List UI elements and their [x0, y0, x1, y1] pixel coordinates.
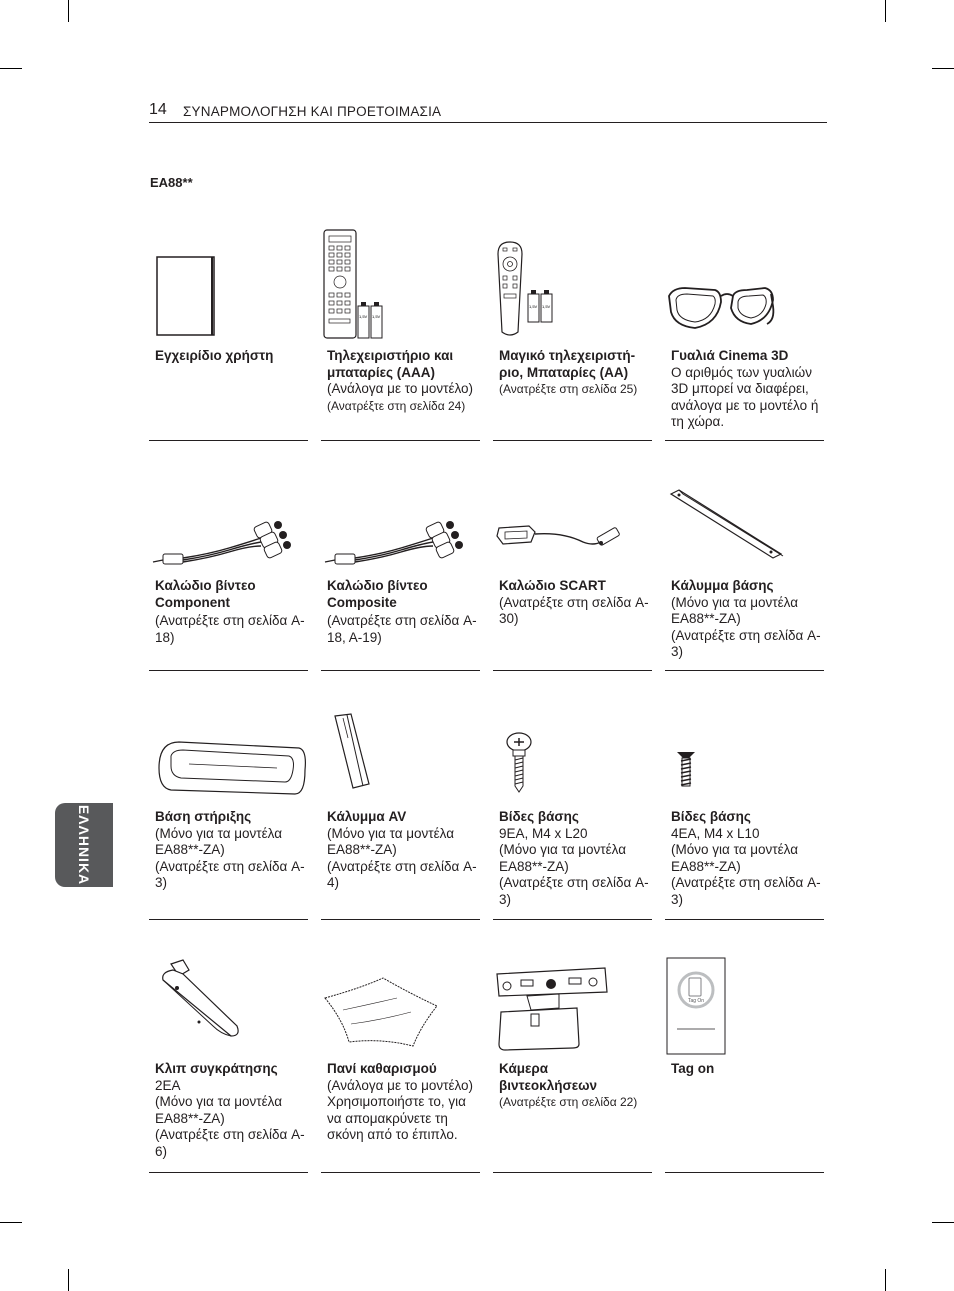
magic-remote-icon [493, 220, 652, 345]
item-title: Εγχειρίδιο χρήστη [155, 348, 274, 363]
item-reference: (Ανατρέξτε στη σελίδα 25) [499, 382, 638, 396]
item-divider [321, 440, 480, 441]
crop-mark [0, 1222, 22, 1223]
item-caption [155, 578, 305, 646]
crop-mark [932, 1222, 954, 1223]
item-title: Βάση στήριξης [155, 809, 252, 824]
item-title: Καλώδιο SCART [499, 578, 606, 593]
item-caption [671, 1061, 821, 1078]
item-title: Πανί καθαρισμού [327, 1061, 437, 1076]
item-title: Καλώδιο βίντεο Composite [327, 578, 428, 610]
item-detail: (Ανάλογα με το μοντέλο) [327, 1077, 474, 1093]
item-divider [149, 1172, 308, 1173]
video-camera-icon [493, 950, 652, 1075]
item-detail: (Ανατρέξτε στη σελίδα A-3) [499, 875, 649, 907]
crop-mark [885, 1269, 886, 1291]
item-divider [665, 440, 824, 441]
crop-mark [68, 1269, 69, 1291]
manual-icon [149, 220, 308, 345]
remote-control-icon [321, 220, 480, 345]
item-reference: (Ανατρέξτε στη σελίδα 22) [499, 1095, 638, 1109]
item-title: Μαγικό τηλεχειριστή-ριο, Μπαταρίες (AA) [499, 348, 636, 380]
battery-label: 1,5V [542, 304, 551, 309]
crop-mark [68, 0, 69, 22]
item-detail: (Ανατρέξτε στη σελίδα A-4) [327, 858, 477, 890]
item-detail: (Μόνο για τα μοντέλα EA88**-ZA) [671, 842, 798, 874]
battery-label: 1,5V [359, 314, 368, 319]
long-screw-icon [493, 698, 652, 823]
item-caption [155, 809, 305, 892]
item-caption [327, 809, 477, 892]
item-detail: (Ανατρέξτε στη σελίδα A-3) [671, 627, 821, 659]
item-detail: Χρησιμοποιήστε το, για να απομακρύνετε τη σκόνη από το έπιπλο. [327, 1094, 466, 1142]
item-detail: (Μόνο για τα μοντέλα EA88**-ZA) [499, 842, 626, 874]
item-divider [665, 919, 824, 920]
item-title: Γυαλιά Cinema 3D [671, 348, 789, 363]
item-detail: (Μόνο για τα μοντέλα EA88**-ZA) [671, 594, 798, 626]
scart-cable-icon [493, 450, 652, 575]
item-title: Βίδες βάσης [671, 809, 751, 824]
item-divider [493, 919, 652, 920]
composite-cable-icon [321, 450, 480, 575]
item-detail: Ο αριθμός των γυαλιών 3D μπορεί να διαφέρει, ανάλογα με το μοντέλο ή τη χώρα. [671, 364, 819, 429]
tag-on-card-text: Tag On [687, 998, 705, 1004]
item-title: Καλώδιο βίντεο Component [155, 578, 256, 610]
item-detail: (Ανατρέξτε στη σελίδα A-18) [155, 613, 305, 645]
section-title: ΣΥΝΑΡΜΟΛΟΓΗΣΗ ΚΑΙ ΠΡΟΕΤΟΙΜΑΣΙΑ [183, 104, 442, 119]
item-detail: 2EA [155, 1077, 181, 1093]
glasses-icon [665, 220, 824, 345]
item-divider [149, 919, 308, 920]
item-divider [665, 1172, 824, 1173]
item-detail: (Μόνο για τα μοντέλα EA88**-ZA) [327, 825, 454, 857]
language-tab-label: ΕΛΛΗΝΙΚΑ [76, 804, 92, 886]
item-caption [671, 348, 821, 431]
item-detail: 9EA, M4 x L20 [499, 825, 588, 841]
item-detail: 4EA, M4 x L10 [671, 825, 760, 841]
cleaning-cloth-icon [321, 950, 480, 1075]
item-divider [493, 670, 652, 671]
item-detail: (Ανατρέξτε στη σελίδα A-3) [671, 875, 821, 907]
item-reference: (Ανατρέξτε στη σελίδα 24) [327, 398, 466, 413]
item-divider [321, 919, 480, 920]
crop-mark [932, 68, 954, 69]
av-cover-icon [321, 698, 480, 823]
item-caption [155, 1061, 305, 1160]
item-title: Κλιπ συγκράτησης [155, 1061, 278, 1076]
item-title: Κάλυμμα AV [327, 809, 407, 824]
stand-cover-icon [665, 450, 824, 575]
item-detail: (Ανατρέξτε στη σελίδα A-18, A-19) [327, 613, 477, 645]
language-tab [55, 803, 113, 887]
item-caption [671, 809, 821, 908]
item-title: Βίδες βάσης [499, 809, 579, 824]
item-detail: (Ανατρέξτε στη σελίδα A-30) [499, 594, 649, 626]
item-title: Tag on [671, 1061, 715, 1076]
crop-mark [0, 68, 22, 69]
item-caption [671, 578, 821, 661]
item-detail: (Ανατρέξτε στη σελίδα A-3) [155, 858, 305, 890]
item-caption [499, 578, 649, 628]
cable-clip-icon [149, 950, 308, 1075]
item-divider [493, 440, 652, 441]
tag-on-card-icon [665, 950, 824, 1075]
item-divider [493, 1172, 652, 1173]
item-title: Τηλεχειριστήριο και μπαταρίες (AAA) [327, 348, 454, 380]
item-caption [499, 1061, 649, 1111]
item-caption [155, 348, 305, 365]
model-label: EA88** [150, 175, 193, 190]
item-divider [149, 440, 308, 441]
item-detail: (Ανάλογα με το μοντέλο) [327, 381, 474, 396]
item-divider [665, 670, 824, 671]
item-title: Κάλυμμα βάσης [671, 578, 774, 593]
item-caption [327, 348, 477, 414]
item-detail: (Μόνο για τα μοντέλα EA88**-ZA) [155, 1094, 282, 1126]
item-divider [321, 1172, 480, 1173]
item-caption [327, 1061, 477, 1144]
page-number: 14 [149, 101, 167, 118]
battery-label: 1,5V [529, 304, 538, 309]
item-divider [149, 670, 308, 671]
stand-base-icon [149, 698, 308, 823]
battery-label: 1,5V [372, 314, 381, 319]
crop-mark [885, 0, 886, 22]
item-detail: (Ανατρέξτε στη σελίδα A-6) [155, 1127, 305, 1159]
component-cable-icon [149, 450, 308, 575]
short-screw-icon [665, 698, 824, 823]
item-caption [327, 578, 477, 646]
item-detail: (Μόνο για τα μοντέλα EA88**-ZA) [155, 825, 282, 857]
item-title: Κάμερα βιντεοκλήσεων [499, 1061, 598, 1093]
item-divider [321, 670, 480, 671]
page-header [149, 100, 827, 123]
item-caption [499, 348, 649, 398]
item-caption [499, 809, 649, 908]
